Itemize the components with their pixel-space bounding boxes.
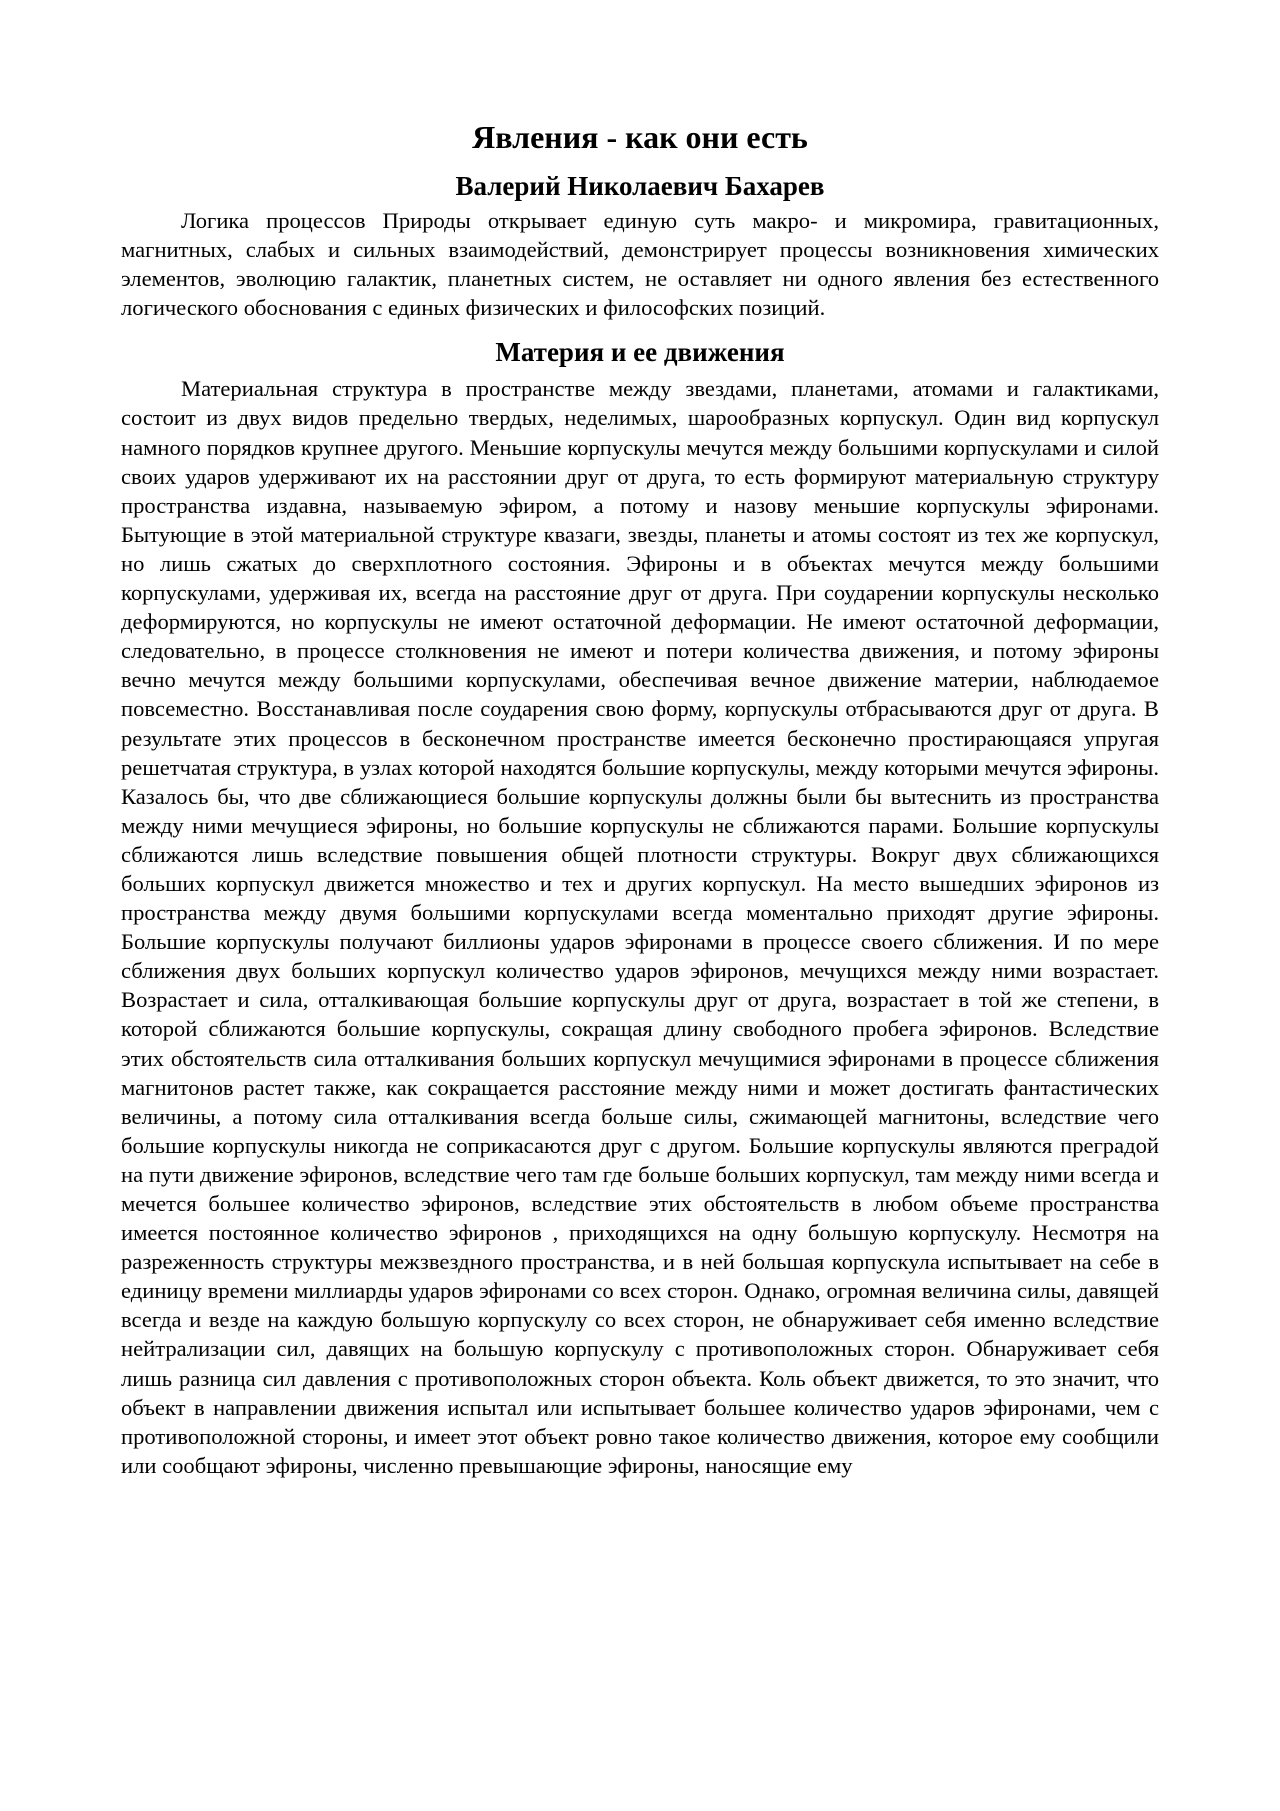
abstract-paragraph: Логика процессов Природы открывает единую суть макро- и микромира, гравитационных, магнитных, слабых и сильных взаимодействий, демонстрирует процессы возникновения химических элементов, эволюцию галактик, планетных систем, не оставляет ни одного явления без естественного логического обоснования с единых физических и философских позиций.	[121, 208, 1159, 321]
section-body-paragraph: Материальная структура в пространстве между звездами, планетами, атомами и галактиками, состоит из двух видов предельно твердых, неделимых, шарообразных корпускул. Один вид корпускул намного порядков крупнее другого. Меньшие корпускулы мечутся между большими корпускулами и силой своих ударов удерживают их на расстоянии друг от друга, то есть формируют материальную структуру пространства издавна, называемую эфиром, а потому и назову меньшие корпускулы эфиронами. Бытующие в этой материальной структуре квазаги, звезды, планеты и атомы состоят из тех же корпускул, но лишь сжатых до сверхплотного состояния. Эфироны и в объектах мечутся между большими корпускулами, удерживая их, всегда на расстояние друг от друга. При соударении корпускулы несколько деформируются, но корпускулы не имеют остаточной деформации. Не имеют остаточной деформации, следовательно, в процессе столкновения не имеют и потери количества движения, и потому эфироны вечно мечутся между большими корпускулами, обеспечивая вечное движение материи, наблюдаемое повсеместно. Восстанавливая после соударения свою форму, корпускулы отбрасываются друг от друга. В результате этих процессов в бесконечном пространстве имеется бесконечно простирающаяся упругая решетчатая структура, в узлах которой находятся большие корпускулы, между которыми мечутся эфироны. Казалось бы, что две сближающиеся большие корпускулы должны были бы вытеснить из пространства между ними мечущиеся эфироны, но большие корпускулы не сближаются парами. Большие корпускулы сближаются лишь вследствие повышения общей плотности структуры. Вокруг двух сближающихся больших корпускул движется множество и тех и других корпускул. На место вышедших эфиронов из пространства между двумя большими корпускулами всегда моментально приходят другие эфироны. Большие корпускулы получают биллионы ударов эфиронами в процессе своего сближения. И по мере сближения двух больших корпускул количество ударов эфиронов, мечущихся между ними возрастает. Возрастает и сила, отталкивающая большие корпускулы друг от друга, возрастает в той же степени, в которой сближаются большие корпускулы, сокращая длину свободного пробега эфиронов. Вследствие этих обстоятельств сила отталкивания больших корпускул мечущимися эфиронами в процессе сближения магнитонов растет также, как сокращается расстояние между ними и может достигать фантастических величины, а потому сила отталкивания всегда больше силы, сжимающей магнитоны, вследствие чего большие корпускулы никогда не соприкасаются друг с другом. Большие корпускулы являются преградой на пути движение эфиронов, вследствие чего там где больше больших корпускул, там между ними всегда и мечется большее количество эфиронов, вследствие этих обстоятельств в любом объеме пространства имеется постоянное количество эфиронов , приходящихся на одну большую корпускулу. Несмотря на разреженность структуры межзвездного пространства, и в ней большая корпускула испытывает на себе в единицу времени миллиарды ударов эфиронами со всех сторон. Однако, огромная величина силы, давящей всегда и везде на каждую большую корпускулу со всех сторон, не обнаруживает себя именно вследствие нейтрализации сил, давящих на большую корпускулу с противоположных сторон. Обнаруживает себя лишь разница сил давления с противоположных сторон объекта. Коль объект движется, то это значит, что объект в направлении движения испытал или испытывает большее количество ударов эфиронами, чем с противоположной стороны, и имеет этот объект ровно такое количество движения, которое ему сообщили или сообщают эфироны, численно превышающие эфироны, наносящие ему	[121, 376, 1159, 1478]
section-heading: Материя и ее движения	[495, 337, 785, 368]
document-author: Валерий Николаевич Бахарев	[455, 171, 825, 201]
document-page	[121, 118, 1159, 1480]
document-title: Явления - как они есть	[472, 119, 808, 155]
